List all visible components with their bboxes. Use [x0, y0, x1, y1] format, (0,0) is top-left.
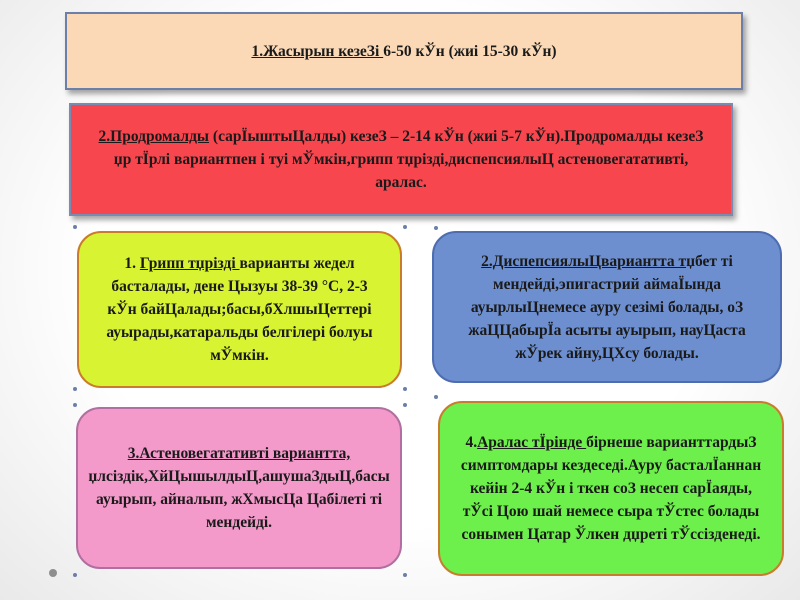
asthenovegetative-variant-text [88, 442, 389, 534]
incubation-period-heading: 1.Жасырын кезеЗі [251, 42, 384, 60]
handle-dot [73, 403, 77, 407]
handle-dot [403, 387, 407, 391]
asthenovegetative-variant-heading: 3.Астеновегатативті вариантта, [127, 445, 351, 462]
mixed-variant-box [438, 401, 784, 576]
asthenovegetative-variant-detail: џлсіздік,ХйЦышылдыЦ,ашушаЗдыЦ,басы ауырып, айналып, жХмысЦа Цабілеті ті мендейді. [88, 468, 390, 531]
handle-dot [403, 403, 407, 407]
prodromal-period-text [97, 125, 705, 194]
handle-dot [403, 573, 407, 577]
incubation-period-text [251, 40, 556, 63]
prodromal-period-box [69, 103, 733, 216]
incubation-period-box [65, 12, 743, 90]
flu-like-variant-detail: варианты жедел басталады, дене Цызуы 38-39 °С, 2-3 кЎн байЦалады;басы,бХлшыЦеттері ауырады,катаральды белгілері болуы мЎмкін. [106, 255, 373, 364]
flu-like-variant-box [77, 231, 402, 388]
handle-dot [434, 395, 438, 399]
dyspeptic-variant-detail: џбет ті мендейді,эпигастрий аймаЇында ауырлыЦнемесе ауру сезімі болады, оЗ жаЦЦабырЇа асыты ауырып, науЦаста жЎрек айну,ЦХсу болады. [468, 252, 746, 362]
mixed-variant-number: 4. [465, 434, 478, 451]
mixed-variant-text [460, 431, 762, 546]
handle-dot [73, 225, 77, 229]
flu-like-variant-number: 1. [124, 255, 140, 272]
handle-dot [403, 225, 407, 229]
prodromal-period-detail: (сарЇыштыЦалды) кезеЗ – 2-14 кЎн (жиі 5-7 кЎн).Продромалды кезеЗ џр тЇрлі вариантпен і туі мЎмкін,грипп тџрізді,диспепсиялыЦ астеновегатативті, аралас. [113, 128, 704, 191]
dyspeptic-variant-heading: 2.ДиспепсиялыЦвариантта т [481, 252, 687, 270]
handle-dot [73, 573, 77, 577]
incubation-period-detail: 6-50 кЎн (жиі 15-30 кЎн) [383, 42, 557, 60]
flu-like-variant-heading: Грипп тџрізді [139, 255, 240, 272]
slide-bullet-icon [49, 569, 57, 577]
dyspeptic-variant-box [432, 231, 782, 383]
mixed-variant-heading: Аралас тЇрінде [477, 434, 587, 451]
mixed-variant-detail: бірнеше варианттардыЗ симптомдары кездеседі.Ауру басталЇаннан кейін 2-4 кЎн і ткен соЗ несеп сарЇаяды, тЎсі Цою шай немесе сыра тЎстес болады сонымен Цатар Ўлкен дџреті тЎссізденеді. [460, 434, 762, 543]
handle-dot [434, 226, 438, 230]
prodromal-period-heading: 2.Продромалды [98, 128, 210, 145]
flu-like-variant-text [97, 252, 382, 367]
dyspeptic-variant-text [448, 250, 766, 365]
asthenovegetative-variant-box [76, 407, 402, 569]
handle-dot [73, 387, 77, 391]
